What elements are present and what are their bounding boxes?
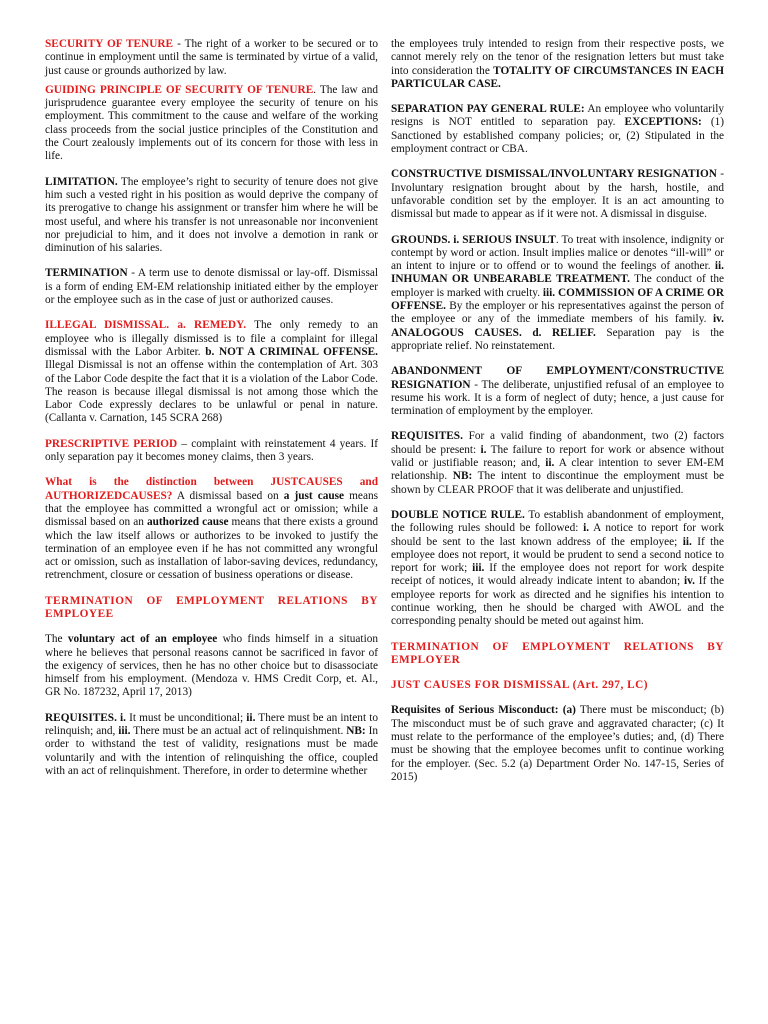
illegal-dismissal-text-2: Illegal Dismissal is not an offense within the contemplation of Art. 303 of the Labor Code despite the fact that it is a violation of the Labor Code. The reason is because illegal dismissal is not among those which the Labor Code expressly declares to be unlawful or penal in nature. (Callanta v. Carnation, 145 SCRA 268) [45, 359, 378, 425]
abandonment-requisites-text-1: For a valid finding of abandonment, two (2) factors should be present: [391, 430, 724, 456]
termination-paragraph [45, 267, 378, 307]
abandonment-text: - The deliberate, unjustified refusal of an employee to resume his work. It is a form of neglect of duty; hence, a just cause for termination of employment by the employer. [391, 378, 724, 418]
abandonment-requisites-term: REQUISITES. [391, 430, 463, 443]
constructive-dismissal-paragraph [391, 168, 724, 221]
right-column [391, 38, 724, 784]
prescriptive-period-text: – complaint with reinstatement 4 years. If only separation pay it becomes money claims, then 3 years. [45, 437, 378, 464]
totality-text: the employees truly intended to resign from their respective posts, we cannot merely rely on the tenor of the resignation letters but must take into consideration the [391, 38, 724, 77]
double-notice-text-5: If the employee reports for work as directed and he signifies his intention to continue working, then he should be charged with AWOL and the corresponding penalty should be meted out against him. [391, 575, 724, 628]
not-criminal-offense-term: b. NOT A CRIMINAL OFFENSE. [205, 345, 379, 358]
just-vs-authorized-paragraph [45, 476, 378, 582]
voluntary-act-text-2: who finds himself in a situation where he believes that personal reasons cannot be sacrificed in favor of the exigency of services, then he has no other choice but to disassociate himself from his employment. (Mendoza v. HMS Credit Corp, et. Al., GR No. 187232, April 17, 2013) [45, 633, 378, 699]
voluntary-act-text-1: The [45, 633, 68, 646]
exceptions-term: EXCEPTIONS: [624, 116, 702, 129]
double-notice-text-3: If the employee does not report, it would be prudent to send a second notice to report for work; [391, 535, 724, 575]
separation-pay-text-2: (1) Sanctioned by established company policies; or, (2) Stipulated in the employment contract or CBA. [391, 116, 724, 156]
notice-iii-marker: iii. [472, 562, 485, 575]
requisite-iii-marker: iii. [118, 725, 131, 738]
double-notice-text-4: If the employee does not report for work despite receipt of notices, it would already indicate intent to abandon; [391, 562, 724, 588]
serious-misconduct-paragraph [391, 704, 724, 784]
guiding-principle-text: . The law and jurisprudence guarantee every employee the security of tenure on his employment. This commitment to the cause and welfare of the working class proceeds from the social justice principles of the Constitution and the Court zealously implements out of its concern for those with less in life. [45, 83, 378, 163]
authorized-cause-term: authorized cause [146, 516, 229, 529]
grounds-paragraph [391, 234, 724, 354]
prescriptive-period-term: PRESCRIPTIVE PERIOD [45, 437, 178, 450]
double-notice-text-1: To establish abandonment of employment, the following rules should be followed: [391, 508, 724, 535]
voluntary-act-term: voluntary act of an employee [67, 633, 218, 646]
requisites-text-1: It must be unconditional; [125, 711, 247, 724]
serious-misconduct-term: Requisites of Serious Misconduct: (a) [391, 704, 576, 717]
just-vs-authorized-text-3: means that there exists a ground which the law itself allows or authorizes to be invoked to justify the termination of an employee even if he has not committed any wrongful act or omission, such as installation of labor-saving devices, redundancy, retrenchment, closure or cessation of business operations or disease. [45, 516, 378, 582]
termination-term: TERMINATION [45, 267, 128, 280]
grounds-text-2: The conduct of the employer is marked with cruelty. [391, 273, 724, 299]
notice-i-marker: i. [583, 522, 590, 535]
voluntary-act-paragraph [45, 633, 378, 699]
illegal-dismissal-paragraph [45, 319, 378, 425]
serious-misconduct-text: There must be misconduct; (b) The misconduct must be of such grave and aggravated character; (c) It must relate to the performance of the employee’s duties; and, (d) There must be showing that the employee becomes unfit to continue working for the employer. (Sec. 5.2 (a) Department Order No. 147-15, Series of 2015) [391, 704, 724, 783]
totality-term: TOTALITY OF CIRCUMSTANCES IN EACH PARTICULAR CASE. [391, 64, 724, 90]
separation-pay-text-1: An employee who voluntarily resigns is NOT entitled to separation pay. [391, 103, 724, 129]
security-of-tenure-term: SECURITY OF TENURE [45, 38, 174, 50]
requisites-resignation-paragraph [45, 712, 378, 778]
abandonment-term: ABANDONMENT OF EMPLOYMENT/CONSTRUCTIVE RESIGNATION [391, 365, 724, 391]
requisite-ii-marker: ii. [246, 711, 256, 724]
notice-ii-marker: ii. [682, 535, 692, 548]
totality-paragraph [391, 38, 724, 91]
inhuman-treatment-term: ii. INHUMAN OR UNBEARABLE TREATMENT. [391, 260, 724, 286]
limitation-term: LIMITATION. [45, 175, 118, 188]
illegal-dismissal-text-1: The only remedy to an employee who is illegally dismissed is to file a complaint for illegal dismissal with the Labor Arbiter. [45, 319, 378, 358]
abandonment-requisites-text-4: The intent to discontinue the employment must be shown by CLEAR PROOF that it was deliberate and unjustified. [391, 470, 724, 496]
analogous-relief-term: iv. ANALOGOUS CAUSES. d. RELIEF. [391, 313, 724, 339]
guiding-principle-paragraph [45, 84, 378, 164]
abandonment-requisites-text-3: A clear intention to sever EM-EM relationship. [391, 457, 724, 483]
nb-marker: NB: [346, 725, 366, 738]
limitation-paragraph [45, 176, 378, 256]
termination-text: - A term use to denote dismissal or lay-off. Dismissal is a form of ending EM-EM relationship initiated either by the employer or the employee such as in the case of just or authorized causes. [45, 267, 378, 307]
requisites-text-2: There must be an intent to relinquish; and, [45, 711, 378, 738]
termination-by-employee-heading: TERMINATION OF EMPLOYMENT RELATIONS BY EMPLOYEE [45, 594, 378, 620]
requisites-text-3: There must be an actual act of relinquishment. [130, 725, 347, 738]
grounds-text-4: Separation pay is the appropriate relief. No reinstatement. [391, 326, 724, 352]
notice-iv-marker: iv. [683, 575, 695, 588]
crime-offense-term: iii. COMMISSION OF A CRIME OR OFFENSE. [391, 286, 724, 313]
abandonment-paragraph [391, 365, 724, 418]
just-vs-authorized-text-2: means that the employee has committed a wrongful act or omission; while a dismissal based on an [45, 489, 379, 529]
abandonment-nb-marker: NB: [452, 470, 473, 483]
guiding-principle-term: GUIDING PRINCIPLE OF SECURITY OF TENURE [45, 83, 314, 96]
limitation-text: The employee’s right to security of tenure does not give him such a vested right in his position as would deprive the company of its prerogative to change his assignment or transfer him where he will be most useful, and where his transfer is not unreasonable nor inconvenient nor prejudicial to him, and it does not involve a demotion in rank or diminution of his salaries. [45, 175, 378, 255]
termination-by-employer-heading: TERMINATION OF EMPLOYMENT RELATIONS BY EMPLOYER [391, 640, 724, 666]
security-of-tenure-paragraph [45, 38, 378, 78]
grounds-text-3: By the employer or his representatives against the person of the employee or any of the immediate members of his family. [391, 300, 724, 326]
left-column [45, 38, 378, 778]
separation-pay-term: SEPARATION PAY GENERAL RULE: [391, 103, 585, 116]
just-causes-heading: JUST CAUSES FOR DISMISSAL (Art. 297, LC) [391, 679, 649, 692]
requisites-term: REQUISITES. i. [45, 711, 126, 724]
constructive-dismissal-term: CONSTRUCTIVE DISMISSAL/INVOLUNTARY RESIGNATION [391, 168, 717, 181]
separation-pay-paragraph [391, 103, 724, 156]
abandonment-requisites-text-2: The failure to report for work or absence without valid or justifiable reason; and, [391, 443, 724, 470]
double-notice-term: DOUBLE NOTICE RULE. [391, 508, 525, 521]
abandonment-ii-marker: ii. [545, 457, 555, 470]
grounds-text-1: . To treat with insolence, indignity or contempt by word or action. Insult implies malice or denotes “ill-will” or an intent to injure or to offend or to wound the feelings of another. [391, 233, 724, 273]
double-notice-paragraph [391, 509, 724, 629]
grounds-term: GROUNDS. i. SERIOUS INSULT [391, 233, 556, 246]
double-notice-text-2: A notice to report for work should be sent to the last known address of the employee; [391, 522, 724, 548]
prescriptive-period-paragraph [45, 438, 378, 465]
just-cause-term: a just cause [283, 489, 345, 502]
security-of-tenure-definition: - The right of a worker to be secured or to continue in employment until the same is terminated by virtue of a valid, just cause or grounds authorized by law. [45, 38, 378, 77]
abandonment-requisites-paragraph [391, 430, 724, 496]
just-vs-authorized-question: What is the distinction between JUSTCAUSES and AUTHORIZEDCAUSES? [45, 476, 378, 502]
abandonment-i-marker: i. [480, 443, 487, 456]
constructive-dismissal-text: - Involuntary resignation brought about by the harsh, hostile, and unfavorable condition set by the employer. It is an act amounting to dismissal but made to appear as if it were not. A dismissal in disguise. [391, 168, 724, 221]
illegal-dismissal-term: ILLEGAL DISMISSAL. a. REMEDY. [45, 319, 247, 332]
requisites-text-4: In order to withstand the test of validity, resignations must be made voluntarily and with the intention of relinquishing the office, coupled with an act of relinquishment. Therefore, in order to determine whether [45, 725, 378, 777]
just-vs-authorized-text-1: A dismissal based on [172, 489, 284, 502]
